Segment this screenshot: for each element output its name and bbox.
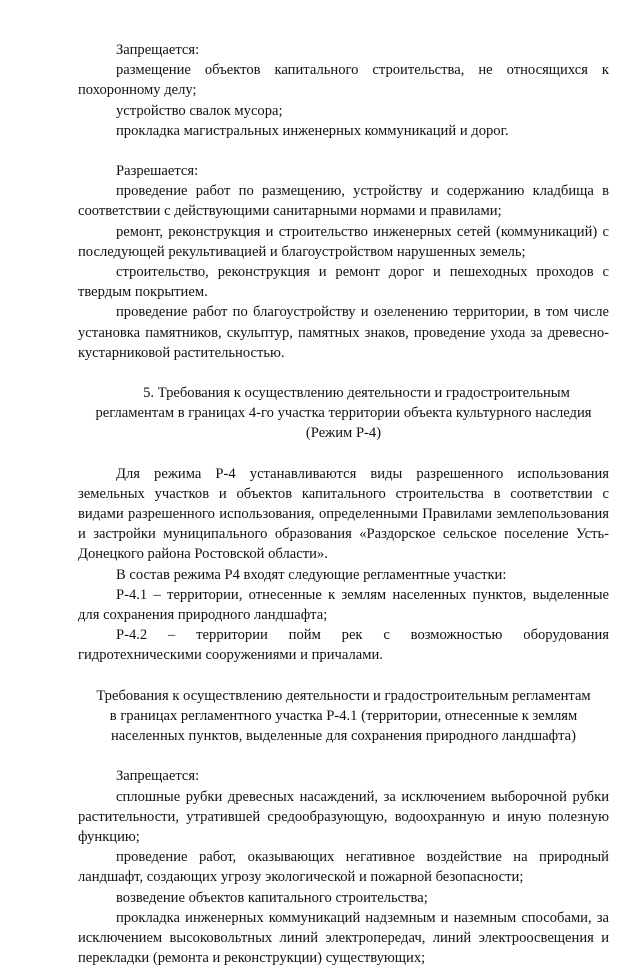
section-5-paragraph: В состав режима Р4 входят следующие регламентные участки: xyxy=(116,566,507,583)
p41-prohibited-item: прокладка инженерных коммуникаций надземным и наземным способами, за исключением высоковольтных линий электропередач, линий электроосвещения и перекладки (ремонта и реконструкции) существующих; xyxy=(78,909,609,967)
section-p41-title xyxy=(78,686,609,747)
p41-prohibited-item: возведение объектов капитального строительства; xyxy=(116,889,428,906)
permitted-item: ремонт, реконструкция и строительство инженерных сетей (коммуникаций) с последующей рекультивацией и благоустройством нарушенных земель; xyxy=(78,223,609,260)
permitted-item: проведение работ по размещению, устройству и содержанию кладбища в соответствии с действующими санитарными нормами и правилами; xyxy=(78,183,609,220)
section-p41-title-line: Требования к осуществлению деятельности и градостроительным регламентам xyxy=(96,687,591,704)
p41-prohibited-heading: Запрещается: xyxy=(116,768,200,785)
p41-prohibited-item: сплошные рубки древесных насаждений, за исключением выборочной рубки растительности, утратившей средообразующую, водоохранную и иную полезную функцию; xyxy=(78,788,609,845)
prohibited-item: размещение объектов капитального строительства, не относящихся к похоронному делу; xyxy=(78,62,609,99)
section-p41-title-line: населенных пунктов, выделенные для сохранения природного ландшафта) xyxy=(110,728,576,745)
section-5-title-line: регламентам в границах 4-го участка территории объекта культурного наследия xyxy=(95,405,592,422)
prohibited-item: устройство свалок мусора; xyxy=(116,102,283,119)
document-body xyxy=(78,40,609,968)
prohibited-item: прокладка магистральных инженерных коммуникаций и дорог. xyxy=(116,122,509,139)
prohibited-heading: Запрещается: xyxy=(116,42,200,58)
section-5-paragraph: Р-4.2 – территории пойм рек с возможностью оборудования гидротехническими сооружениями и причалами. xyxy=(78,627,609,664)
permitted-heading: Разрешается: xyxy=(116,163,199,180)
permitted-item: строительство, реконструкция и ремонт дорог и пешеходных проходов с твердым покрытием. xyxy=(78,264,609,301)
permitted-item: проведение работ по благоустройству и озеленению территории, в том числе установка памятников, скульптур, памятных знаков, проведение ухода за древесно-кустарниковой растительностью. xyxy=(78,304,609,361)
section-5-title xyxy=(78,383,609,444)
section-5-title-line: (Режим Р-4) xyxy=(305,425,382,442)
p41-prohibited-item: проведение работ, оказывающих негативное воздействие на природный ландшафт, создающих угрозу экологической и пожарной безопасности; xyxy=(78,849,609,886)
section-p41-title-line: в границах регламентного участка Р-4.1 (территории, отнесенные к землям xyxy=(109,707,578,724)
section-5-paragraph: Для режима Р-4 устанавливаются виды разрешенного использования земельных участков и объектов капитального строительства в соответствии с видами разрешенного использования, определенными Правилами землепользования и застройки муниципального образования «Раздорское сельское поселение Усть-Донецкого района Ростовской области». xyxy=(78,465,609,563)
section-5-paragraph: Р-4.1 – территории, отнесенные к землям населенных пунктов, выделенные для сохранения природного ландшафта; xyxy=(78,586,609,624)
section-5-title-line: 5. Требования к осуществлению деятельности и градостроительным xyxy=(143,385,570,402)
